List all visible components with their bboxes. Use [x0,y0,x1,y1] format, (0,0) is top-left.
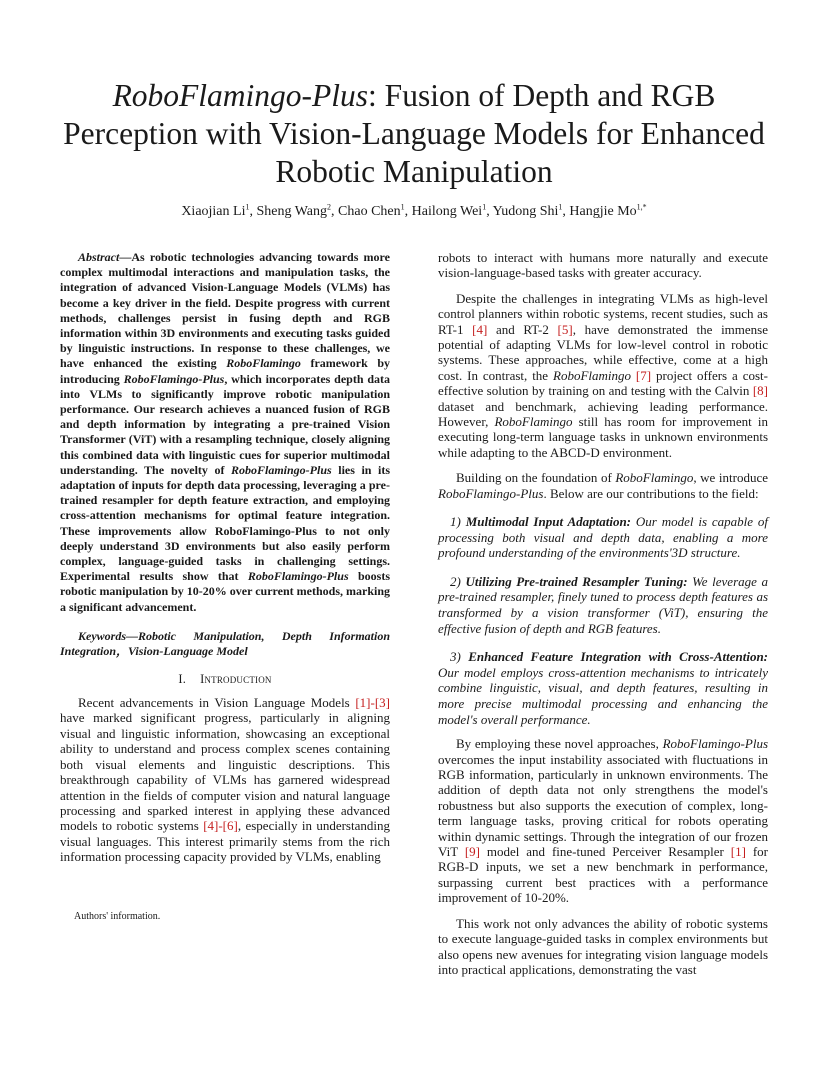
section-heading [60,672,390,687]
abstract-emph: RoboFlamingo-Plus [123,371,225,386]
item-title: Multimodal Input Adaptation: [465,514,632,530]
title-rest: : Fusion of Depth and RGB Perception with Vision-Language Models for Enhanced Robotic Manipulation [63,78,765,189]
abstract-text: boosts robotic manipulation by 10-20% over current methods, marking a significant advancement. [60,569,391,614]
author-affiliation: 1 [245,202,250,212]
body-emph: RoboFlamingo [553,367,631,383]
item-text: Our model employs cross-attention mechanisms to intricately combine linguistic, visual, and depth features, resulting in more precise multimodal processing and enhancing the model's overall performance. [438,664,768,727]
abstract-emph: RoboFlamingo-Plus [231,462,332,477]
right-column [438,250,768,987]
author-affiliation: 1 [482,202,487,212]
footnote: Authors' information. [74,910,161,922]
keywords-lead: Keywords [78,628,126,643]
item-title: Enhanced Feature Integration with Cross-Attention: [468,649,769,665]
abstract [60,250,390,615]
paper-title [60,77,768,191]
author-name: Hangjie Mo [569,204,637,219]
item-number: 2) [450,573,461,589]
body-text: project offers a cost-effective solution by training on and testing with the Calvin [438,367,768,399]
contribution-item [438,514,768,561]
item-text: We leverage a pre-trained resampler, finely tuned to process depth features as transformed by a vision transformer (ViT), ensuring the effective fusion of depth and RGB features. [438,573,768,636]
citation-link[interactable]: [5] [557,321,573,337]
body-text: and RT-2 [487,321,558,337]
body-text: dataset and benchmark, achieving leading performance. However, [438,398,768,430]
keywords-text: —Robotic Manipulation, Depth Information Integration，Vision-Language Model [60,628,390,659]
body-paragraph: This work not only advances the ability of robotic systems to execute language-guided tasks in complex environments but also opens new avenues for integrating vision language models into practical applications, demonstrating the vast [438,915,768,977]
author-name: Sheng Wang [256,204,328,219]
author-name: Hailong Wei [411,204,483,219]
abstract-lead: Abstract [78,250,120,264]
item-text: Our model is capable of processing both visual and depth data, enabling a more profound understanding of the environments'3D structure. [438,514,769,561]
body-emph: RoboFlamingo [494,414,573,430]
body-text: Recent advancements in Vision Language Models [78,695,356,711]
contribution-item [438,649,768,727]
citation-link[interactable]: [1] [730,844,746,860]
contribution-item [438,574,768,636]
citation-link[interactable]: [8] [752,383,768,399]
body-text: model and fine-tuned Perceiver Resampler [480,844,731,860]
abstract-text: lies in its adaptation of inputs for depth data processing, leveraging a pre-trained resampler for depth feature extraction, and employing cross-attention mechanisms for optimal feature integration. These improvements allow RoboFlamingo-Plus to not only deeply understand 3D environments but also easily perform complex, language-guided tasks in challenging settings. Experimental results show that [60,462,390,584]
abstract-text: —As robotic technologies advancing towards more complex multimodal interactions and manipulation tasks, the integration of advanced Vision-Language Models (VLMs) has become a key driver in the field. Despite progress with current methods, challenges persist in fusing depth and RGB information within 3D environments and executing tasks guided by linguistic instructions. In response to these challenges, we have enhanced the existing [60,250,390,371]
author-affiliation: 1 [558,202,563,212]
body-text: , we introduce [693,470,768,486]
body-emph: RoboFlamingo [615,470,694,486]
body-text: for RGB-D inputs, we set a new benchmark in performance, surpassing current best practices with a performance improvement of 10-20%. [438,844,768,906]
body-text: Building on the foundation of [456,470,616,486]
citation-link[interactable]: [1]-[3] [355,695,390,711]
author-affiliation: 1 [400,202,405,212]
body-text: , have demonstrated the immense potential of adapting VLMs for low-level control in robotic systems. These approaches, while effective, come at a high cost. In contrast, the [438,321,769,383]
body-paragraph [438,470,768,501]
citation-link[interactable]: [7] [635,367,652,383]
author-affiliation: 2 [327,202,332,212]
author-list: Xiaojian Li$^1$, Sheng Wang$^2$, Chao Chen$^1$, Hailong Wei$^1$, Yudong Shi$^1$, Hangjie $Mo^{1,*}$ [181,202,647,219]
item-number: 1) [450,514,461,530]
body-text: still has room for improvement in executing long-term language tasks in unknown environments while adapting to the ABCD-D environment. [438,414,768,460]
abstract-text: framework by introducing [60,356,390,386]
keywords [60,629,390,660]
left-column [60,250,390,922]
citation-link[interactable]: [9] [464,844,480,860]
citation-link[interactable]: [4] [472,321,488,337]
continued-paragraph: robots to interact with humans more naturally and execute vision-language-based tasks with greater accuracy. [438,250,768,281]
body-emph: RoboFlamingo-Plus [662,736,768,752]
author-affiliation: 1,* [636,202,647,212]
abstract-text: , which incorporates depth data into VLMs to significantly improve robotic manipulation performance. Our research achieves a nuanced fusion of RGB and depth information by integrating a pre-trained Vision Transformer (ViT) with a resampling technique, closely aligning this combined data with linguistic cues for superior multimodal understanding. The novelty of [60,371,391,477]
intro-paragraph [60,695,390,864]
body-text: . Below are our contributions to the field: [543,485,759,501]
body-emph: RoboFlamingo-Plus [438,485,544,501]
body-text: have marked significant progress, particularly in aligning visual and linguistic information, showcasing an exceptional ability to understand and process complex scenes containing both visual elements and linguistic descriptions. This breakthrough capability of VLMs has garnered widespread attention in the fields of computer vision and natural language processing and sparked interest in applying these advanced models to robotic systems [60,710,390,834]
author-name: Xiaojian Li [181,204,246,219]
body-text: overcomes the input instability associated with fluctuations in RGB information, particularly in unknown environments. The addition of depth data not only strengthens the model's robustness but also supports the execution of complex, long-term language tasks, proving critical for robots operating within dynamic settings. Through the integration of our frozen ViT [438,751,768,860]
body-text: , especially in understanding visual languages. This interest primarily stems from the rich information processing capacity provided by VLMs, enabling [60,818,390,865]
item-title: Utilizing Pre-trained Resampler Tuning: [465,573,688,589]
body-paragraph [438,736,768,905]
section-title: Introduction [200,672,272,687]
title-italic: RoboFlamingo-Plus [112,78,369,113]
body-paragraph [438,291,768,460]
author-name: Chao Chen [338,204,401,219]
abstract-emph: RoboFlamingo [226,356,301,371]
author-name: Yudong Shi [492,204,559,219]
citation-link[interactable]: [4]-[6] [203,818,238,834]
abstract-emph: RoboFlamingo-Plus [247,569,349,584]
section-number: I. [178,672,187,687]
body-text: By employing these novel approaches, [456,736,663,752]
body-text: Despite the challenges in integrating VLMs as high-level control planners within robotic systems, recent studies, such as RT-1 [438,290,768,337]
item-number: 3) [450,649,461,665]
